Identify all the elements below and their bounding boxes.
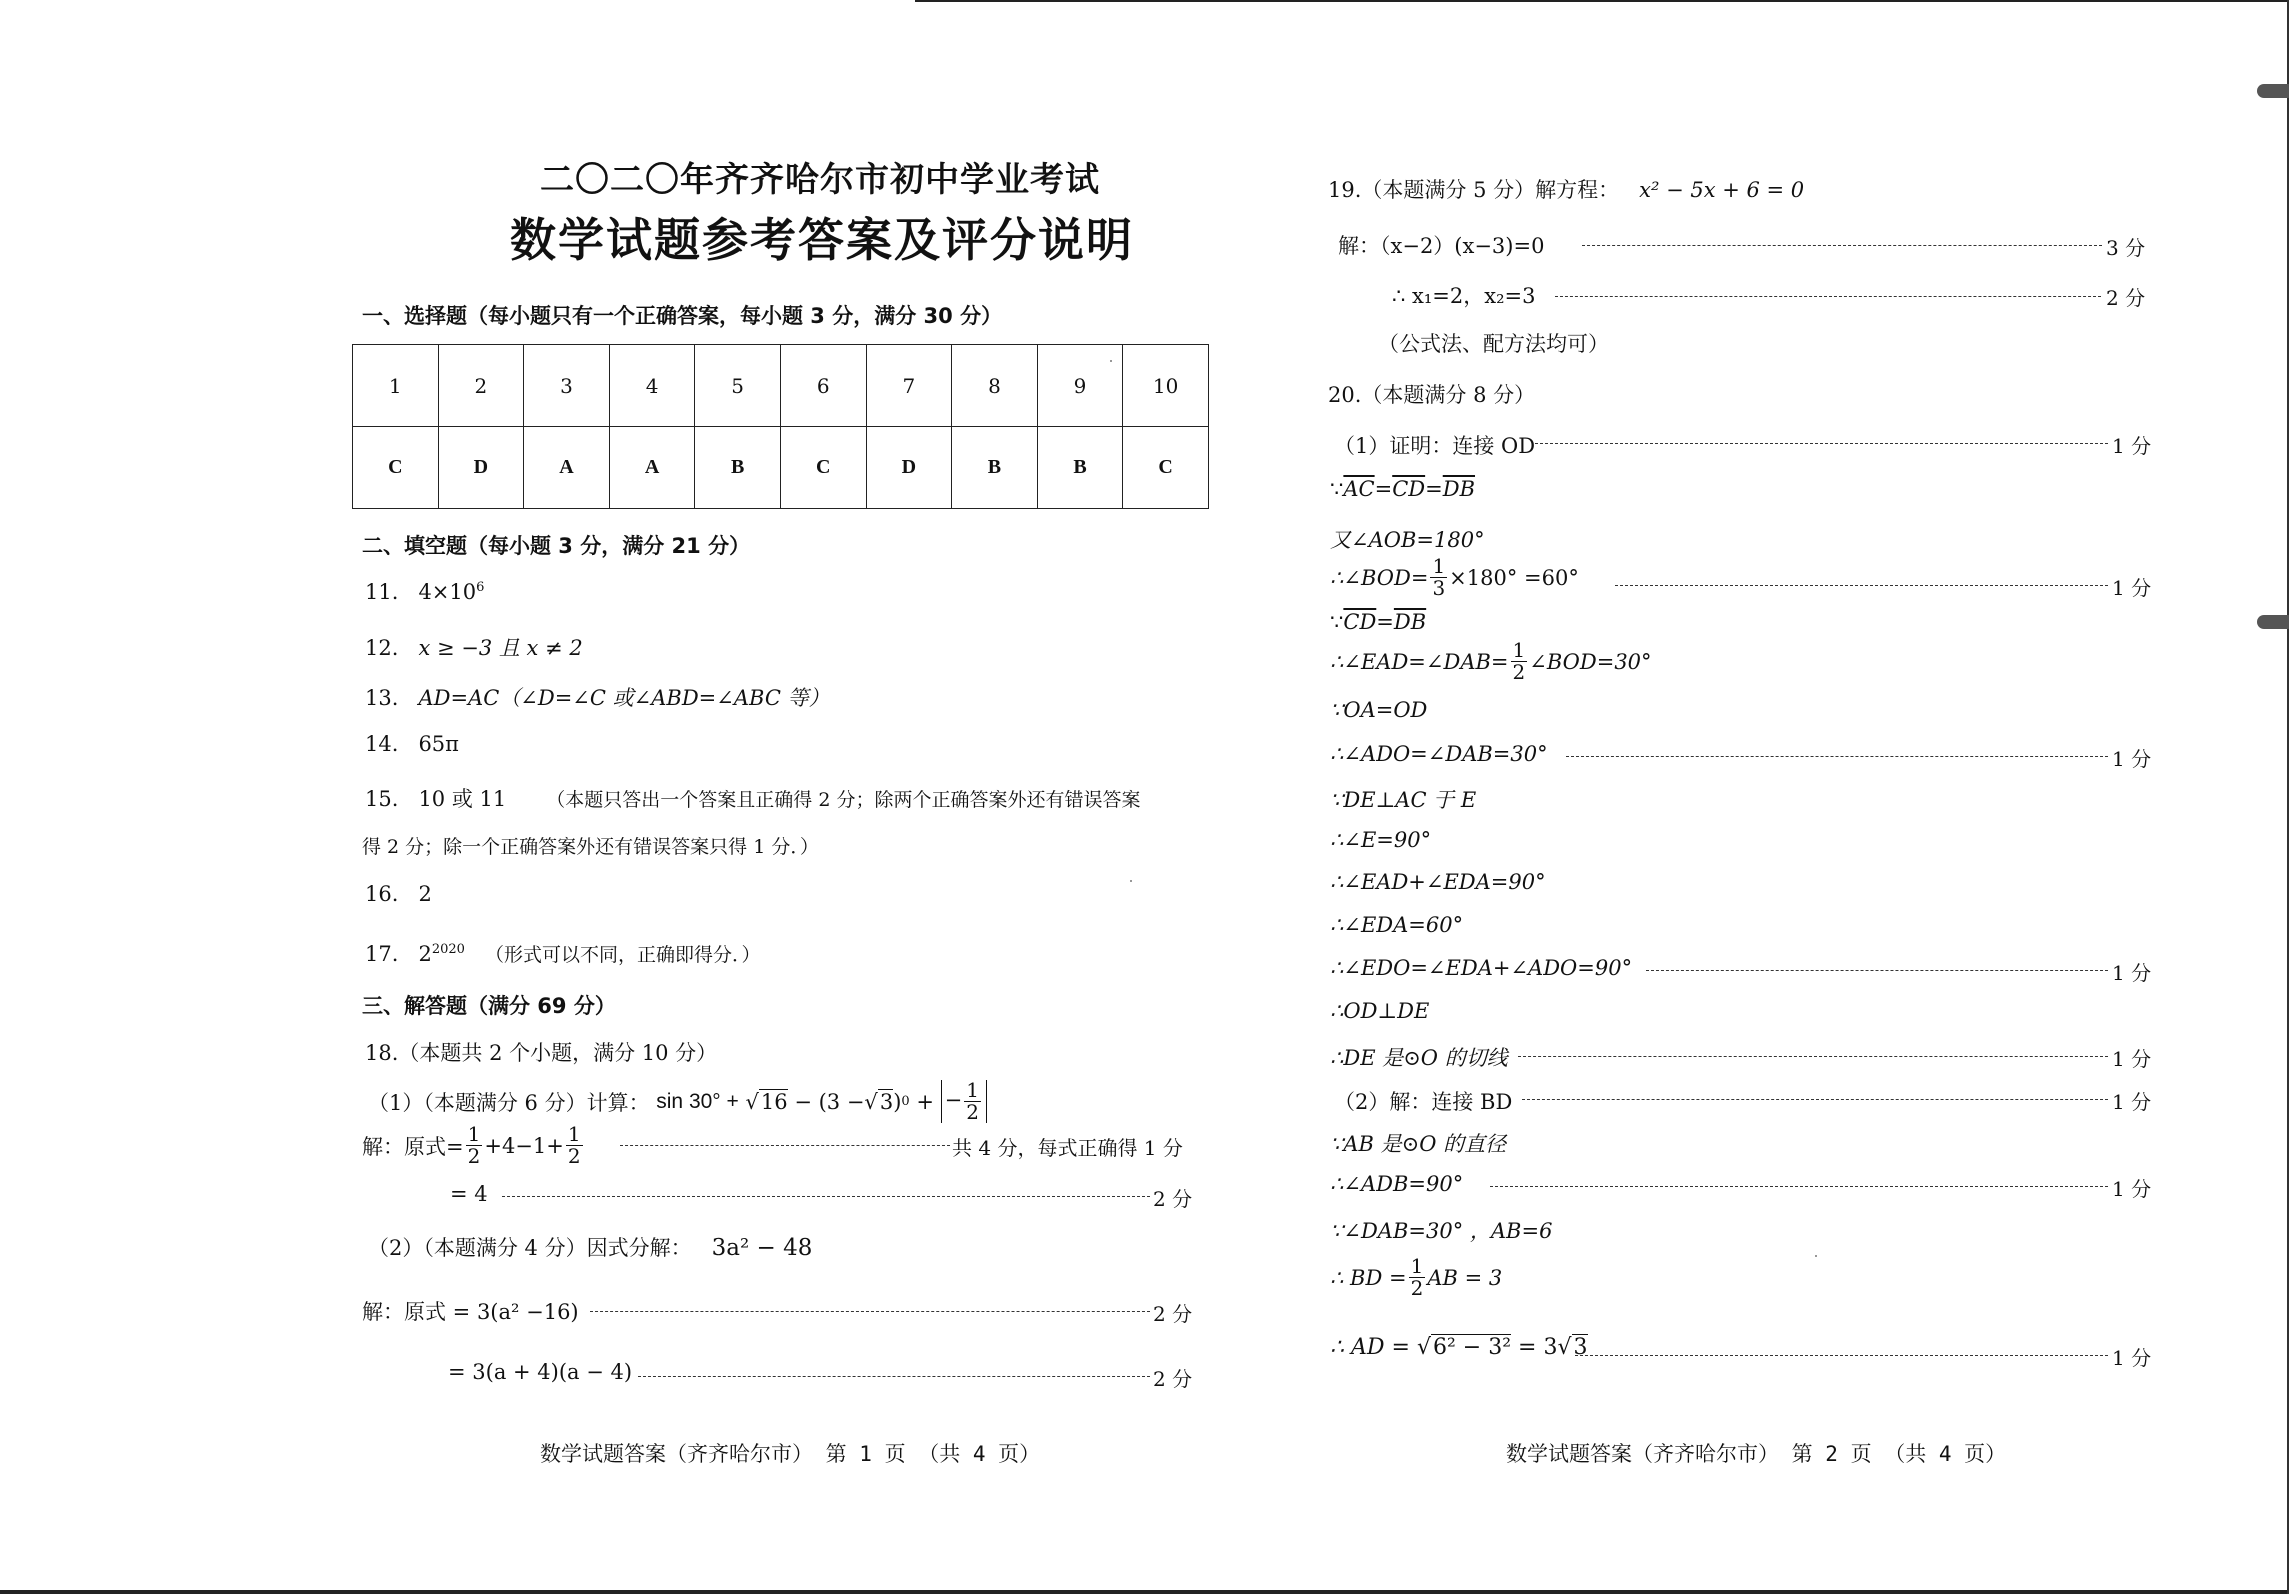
question-18-1 bbox=[368, 1080, 987, 1123]
score: 1 分 bbox=[2112, 961, 2152, 985]
arc: $\overline{AC}$ bbox=[1343, 477, 1375, 501]
numerator: 1 bbox=[1512, 638, 1526, 662]
table-cell: C bbox=[780, 427, 866, 509]
scan-tab-mark-middle bbox=[2257, 615, 2289, 629]
answer-value: 4×10 bbox=[418, 580, 477, 604]
score-leader-line bbox=[1490, 1186, 2108, 1187]
score-leader-line bbox=[1646, 970, 2108, 971]
score-leader-line bbox=[1615, 585, 2108, 586]
answer-12 bbox=[365, 632, 583, 662]
proof-step: ∵AB 是⊙O 的直径 bbox=[1330, 1132, 1507, 1156]
table-cell: 2 bbox=[438, 345, 524, 427]
table-cell: A bbox=[524, 427, 610, 509]
denominator: 2 bbox=[1410, 1276, 1424, 1300]
answer-value: AD=AC（∠D=∠C 或∠ABD=∠ABC 等） bbox=[418, 686, 830, 710]
score: 1 分 bbox=[2112, 434, 2152, 458]
expr-part: = 3 bbox=[1518, 1335, 1558, 1360]
grading-note: （本题只答出一个答案且正确得 2 分；除两个正确答案外还有错误答案 bbox=[546, 789, 1141, 811]
answer-11 bbox=[365, 580, 484, 604]
sqrt-sign: √ bbox=[864, 1089, 878, 1114]
fraction bbox=[964, 1080, 981, 1123]
table-cell: 3 bbox=[524, 345, 610, 427]
grading-note-continued: 得 2 分；除一个正确答案外还有错误答案只得 1 分．） bbox=[362, 836, 819, 858]
answer-value: 2 bbox=[418, 882, 432, 906]
fraction bbox=[566, 1124, 583, 1167]
minus-sign: − bbox=[944, 1088, 963, 1112]
question-text: 19.（本题满分 5 分）解方程： bbox=[1328, 178, 1620, 202]
proof-step: ∵DE⊥AC 于 E bbox=[1330, 788, 1477, 812]
sqrt-sign: √ bbox=[1416, 1335, 1431, 1360]
answer-13 bbox=[365, 682, 830, 712]
question-19 bbox=[1328, 174, 1804, 204]
scan-tab-mark-top bbox=[2257, 84, 2289, 98]
answer-14 bbox=[365, 732, 459, 756]
table-cell: 8 bbox=[952, 345, 1038, 427]
denominator: 2 bbox=[467, 1144, 481, 1168]
expr-part: ∴∠BOD= bbox=[1330, 565, 1429, 590]
numerator: 1 bbox=[467, 1122, 481, 1146]
proof-step-bod bbox=[1330, 556, 1579, 599]
arc: $\overline{CD}$ bbox=[1392, 477, 1426, 501]
answer-base: 2 bbox=[418, 942, 432, 966]
question-text: （1）（本题满分 6 分）计算： bbox=[368, 1090, 650, 1115]
question-number: 13. bbox=[365, 686, 399, 710]
sqrt-sign: √ bbox=[745, 1089, 759, 1114]
solution-step: = 4 bbox=[450, 1182, 488, 1206]
question-number: 16. bbox=[365, 882, 399, 906]
table-cell: C bbox=[353, 427, 439, 509]
arc: $\overline{CD}$ bbox=[1343, 610, 1377, 634]
page-footer-left: 数学试题答案（齐齐哈尔市） 第 1 页 （共 4 页） bbox=[540, 1442, 1041, 1466]
score: 1 分 bbox=[2112, 1090, 2152, 1114]
numerator: 1 bbox=[1410, 1254, 1424, 1278]
question-18-heading: 18.（本题共 2 个小题，满分 10 分） bbox=[365, 1041, 718, 1065]
question-18-1-solution bbox=[362, 1124, 585, 1167]
score-leader-line bbox=[1582, 245, 2102, 246]
score-leader-line bbox=[1535, 443, 2108, 444]
multiple-choice-answer-table bbox=[352, 344, 1209, 509]
equation: x² − 5x + 6 = 0 bbox=[1639, 178, 1805, 202]
radicand: 6² − 3² bbox=[1432, 1335, 1512, 1360]
expr-part: +4−1+ bbox=[484, 1133, 564, 1158]
score-leader-line bbox=[1555, 296, 2101, 297]
denominator: 2 bbox=[567, 1144, 581, 1168]
expr-part: AB = 3 bbox=[1427, 1265, 1503, 1290]
proof-step: （1）证明：连接 OD bbox=[1334, 434, 1536, 458]
score: 1 分 bbox=[2112, 1346, 2152, 1370]
question-number: 12. bbox=[365, 636, 399, 660]
table-cell: B bbox=[695, 427, 781, 509]
because-symbol: ∵ bbox=[1330, 477, 1344, 501]
expr-part: ) bbox=[893, 1089, 902, 1114]
grading-note: （形式可以不同，正确即得分．） bbox=[484, 944, 761, 966]
answer-key-title: 数学试题参考答案及评分说明 bbox=[510, 213, 1134, 267]
question-number-row bbox=[353, 345, 1209, 427]
answer-value: 65π bbox=[418, 732, 459, 756]
table-cell: B bbox=[1037, 427, 1123, 509]
scan-speck bbox=[1815, 1255, 1817, 1257]
fraction bbox=[1430, 556, 1447, 599]
table-cell: D bbox=[866, 427, 952, 509]
score-leader-line bbox=[1575, 1355, 2108, 1356]
denominator: 2 bbox=[1512, 660, 1526, 684]
score: 2 分 bbox=[2106, 286, 2146, 310]
solution-label: 解：原式= bbox=[362, 1134, 464, 1159]
expression: 3a² − 48 bbox=[711, 1235, 813, 1261]
section-3-heading: 三、解答题（满分 69 分） bbox=[362, 994, 616, 1018]
question-20-heading: 20.（本题满分 8 分） bbox=[1328, 383, 1536, 407]
table-cell: 5 bbox=[695, 345, 781, 427]
section-2-heading: 二、填空题（每小题 3 分，满分 21 分） bbox=[362, 534, 751, 558]
radicand: 3 bbox=[1573, 1335, 1588, 1360]
score: 2 分 bbox=[1153, 1187, 1193, 1211]
proof-step: ∴DE 是⊙O 的切线 bbox=[1330, 1046, 1508, 1070]
table-cell: 1 bbox=[353, 345, 439, 427]
proof-step-arcs-equal: $\because\overline{AC}=\overline{CD}=\overline{DB}$ bbox=[1330, 477, 1476, 501]
score: 2 分 bbox=[1153, 1367, 1193, 1391]
numerator: 1 bbox=[567, 1122, 581, 1146]
solution-step: = 3(a + 4)(a − 4) bbox=[448, 1360, 633, 1384]
numerator: 1 bbox=[966, 1078, 979, 1102]
page-footer-right: 数学试题答案（齐齐哈尔市） 第 2 页 （共 4 页） bbox=[1506, 1442, 2007, 1466]
arc: $\overline{DB}$ bbox=[1393, 610, 1427, 634]
page-top-edge bbox=[915, 0, 2289, 2]
score: 2 分 bbox=[1153, 1302, 1193, 1326]
proof-step: ∵OA=OD bbox=[1330, 698, 1428, 722]
expr-part: ∴∠EAD=∠DAB= bbox=[1330, 649, 1509, 674]
solution-step: 解：原式 = 3(a² −16) bbox=[362, 1300, 579, 1324]
table-cell: 10 bbox=[1123, 345, 1209, 427]
table-cell: 7 bbox=[866, 345, 952, 427]
answer-16 bbox=[365, 882, 432, 906]
score-leader-line bbox=[1566, 756, 2108, 757]
answer-row bbox=[353, 427, 1209, 509]
table-cell: 9 bbox=[1037, 345, 1123, 427]
score-note: 共 4 分，每式正确得 1 分 bbox=[952, 1136, 1183, 1160]
absolute-value bbox=[941, 1080, 987, 1123]
expr-part: ∴ AD = bbox=[1330, 1335, 1410, 1360]
score: 1 分 bbox=[2112, 747, 2152, 771]
table-cell: B bbox=[952, 427, 1038, 509]
answer-value: x ≥ −3 且 x ≠ 2 bbox=[418, 636, 583, 660]
proof-step: ∴∠ADB=90° bbox=[1330, 1172, 1464, 1196]
sqrt-sign: √ bbox=[1557, 1335, 1572, 1360]
score: 1 分 bbox=[2112, 1177, 2152, 1201]
answer-15 bbox=[365, 783, 1140, 813]
table-cell: C bbox=[1123, 427, 1209, 509]
table-cell: D bbox=[438, 427, 524, 509]
page-bottom-edge bbox=[0, 1590, 2289, 1594]
question-number: 14. bbox=[365, 732, 399, 756]
proof-step-ead bbox=[1330, 640, 1652, 683]
solution-step: 解：（x−2）(x−3)=0 bbox=[1338, 234, 1545, 258]
fraction bbox=[1511, 640, 1528, 683]
table-cell: 4 bbox=[609, 345, 695, 427]
proof-step-ad bbox=[1330, 1335, 1588, 1360]
proof-step: ∴∠EAD+∠EDA=90° bbox=[1330, 870, 1546, 894]
method-note: （公式法、配方法均可） bbox=[1378, 332, 1609, 356]
expr-part: ∠BOD=30° bbox=[1529, 649, 1652, 674]
radicand: 3 bbox=[879, 1090, 894, 1114]
score-leader-line bbox=[590, 1311, 1150, 1312]
denominator: 2 bbox=[966, 1100, 979, 1124]
score: 3 分 bbox=[2106, 236, 2146, 260]
question-number: 11. bbox=[365, 580, 399, 604]
section-1-heading: 一、选择题（每小题只有一个正确答案，每小题 3 分，满分 30 分） bbox=[362, 304, 1003, 328]
expr-part: ×180° =60° bbox=[1449, 565, 1579, 590]
table-cell: A bbox=[609, 427, 695, 509]
proof-step: ∴∠ADO=∠DAB=30° bbox=[1330, 742, 1548, 766]
exam-title: 二〇二〇年齐齐哈尔市初中学业考试 bbox=[540, 160, 1100, 200]
numerator: 1 bbox=[1432, 554, 1446, 578]
score: 1 分 bbox=[2112, 576, 2152, 600]
exponent: 0 bbox=[901, 1094, 910, 1109]
proof-step: 又∠AOB=180° bbox=[1330, 528, 1485, 552]
score: 1 分 bbox=[2112, 1047, 2152, 1071]
proof-step: ∵∠DAB=30° ，AB=6 bbox=[1330, 1219, 1553, 1243]
scan-speck bbox=[1130, 880, 1132, 882]
table-cell: 6 bbox=[780, 345, 866, 427]
radicand: 16 bbox=[760, 1090, 788, 1114]
expr-part: + bbox=[916, 1089, 934, 1114]
expr-part: sin 30° + bbox=[656, 1089, 739, 1113]
fraction bbox=[1409, 1256, 1426, 1299]
answer-17 bbox=[365, 940, 760, 967]
proof-step: ∴OD⊥DE bbox=[1330, 999, 1430, 1023]
proof-step-arcs: $\because\overline{CD}=\overline{DB}$ bbox=[1330, 610, 1427, 634]
denominator: 3 bbox=[1432, 576, 1446, 600]
exponent: 6 bbox=[476, 580, 485, 595]
answer-value: 10 或 11 bbox=[418, 787, 507, 811]
fraction bbox=[466, 1124, 483, 1167]
exponent: 2020 bbox=[431, 942, 465, 957]
score-leader-line bbox=[502, 1196, 1150, 1197]
question-number: 17. bbox=[365, 942, 399, 966]
question-text: （2）（本题满分 4 分）因式分解： bbox=[368, 1236, 692, 1260]
score-leader-line bbox=[620, 1145, 950, 1146]
score-leader-line bbox=[1518, 1056, 2108, 1057]
expr-part: ∴ BD = bbox=[1330, 1265, 1407, 1290]
proof-step: （2）解：连接 BD bbox=[1334, 1090, 1513, 1114]
proof-step-bd bbox=[1330, 1256, 1502, 1299]
proof-step: ∴∠E=90° bbox=[1330, 828, 1432, 852]
score-leader-line bbox=[638, 1376, 1150, 1377]
score-leader-line bbox=[1522, 1099, 2108, 1100]
proof-step: ∴∠EDA=60° bbox=[1330, 913, 1464, 937]
arc: $\overline{DB}$ bbox=[1442, 477, 1476, 501]
expr-part: − (3 − bbox=[794, 1089, 865, 1114]
question-18-2 bbox=[368, 1232, 812, 1262]
question-number: 15. bbox=[365, 787, 399, 811]
proof-step: ∴∠EDO=∠EDA+∠ADO=90° bbox=[1330, 956, 1633, 980]
because-symbol: ∵ bbox=[1330, 610, 1344, 634]
solution-step: ∴ x₁=2，x₂=3 bbox=[1392, 284, 1536, 308]
